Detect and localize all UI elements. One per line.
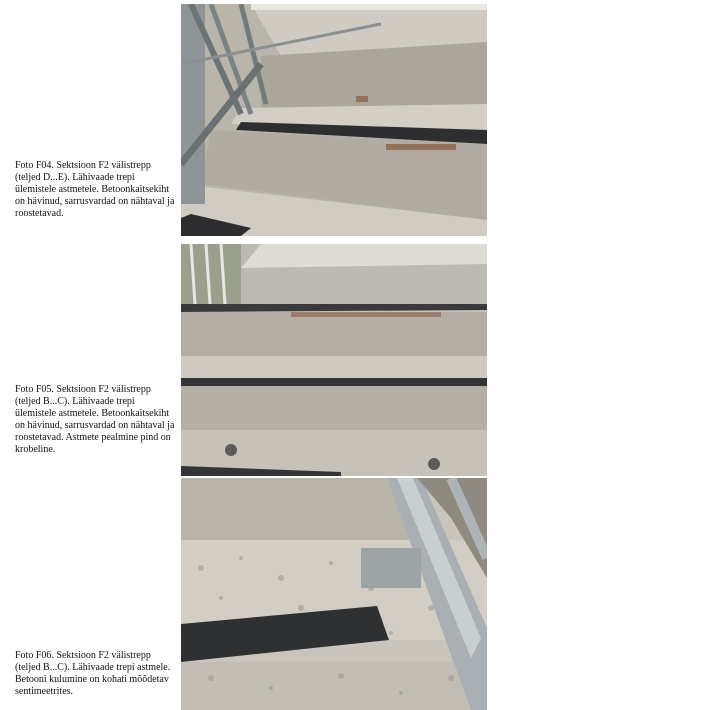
stair-top-steps-photo [181, 4, 487, 236]
stair-steps-rough-surface-photo [181, 244, 487, 476]
worn-concrete-step-photo [181, 478, 487, 710]
photo-f06 [181, 478, 487, 710]
caption-f04: Foto F04. Sektsioon F2 välistrepp (teljed D...E). Lähivaade trepi ülemistele astmetele. Betoonkaitsekiht on hävinud, sarrusvardad on nähtaval ja roostetavad. [15, 160, 175, 219]
caption-f05: Foto F05. Sektsioon F2 välistrepp (teljed B...C). Lähivaade trepi ülemistele astmetele. Betoonkaitsekiht on hävinud, sarrusvardad on nähtaval ja roostetavad. Astmete pealmine pind on krobeline. [15, 384, 175, 455]
caption-f06: Foto F06. Sektsioon F2 välistrepp (teljed B...C). Lähivaade trepi astmele. Betooni kulumine on kohati mõõdetav sentimeetrites. [15, 650, 171, 697]
photo-f04 [181, 4, 487, 236]
photo-f05 [181, 244, 487, 476]
